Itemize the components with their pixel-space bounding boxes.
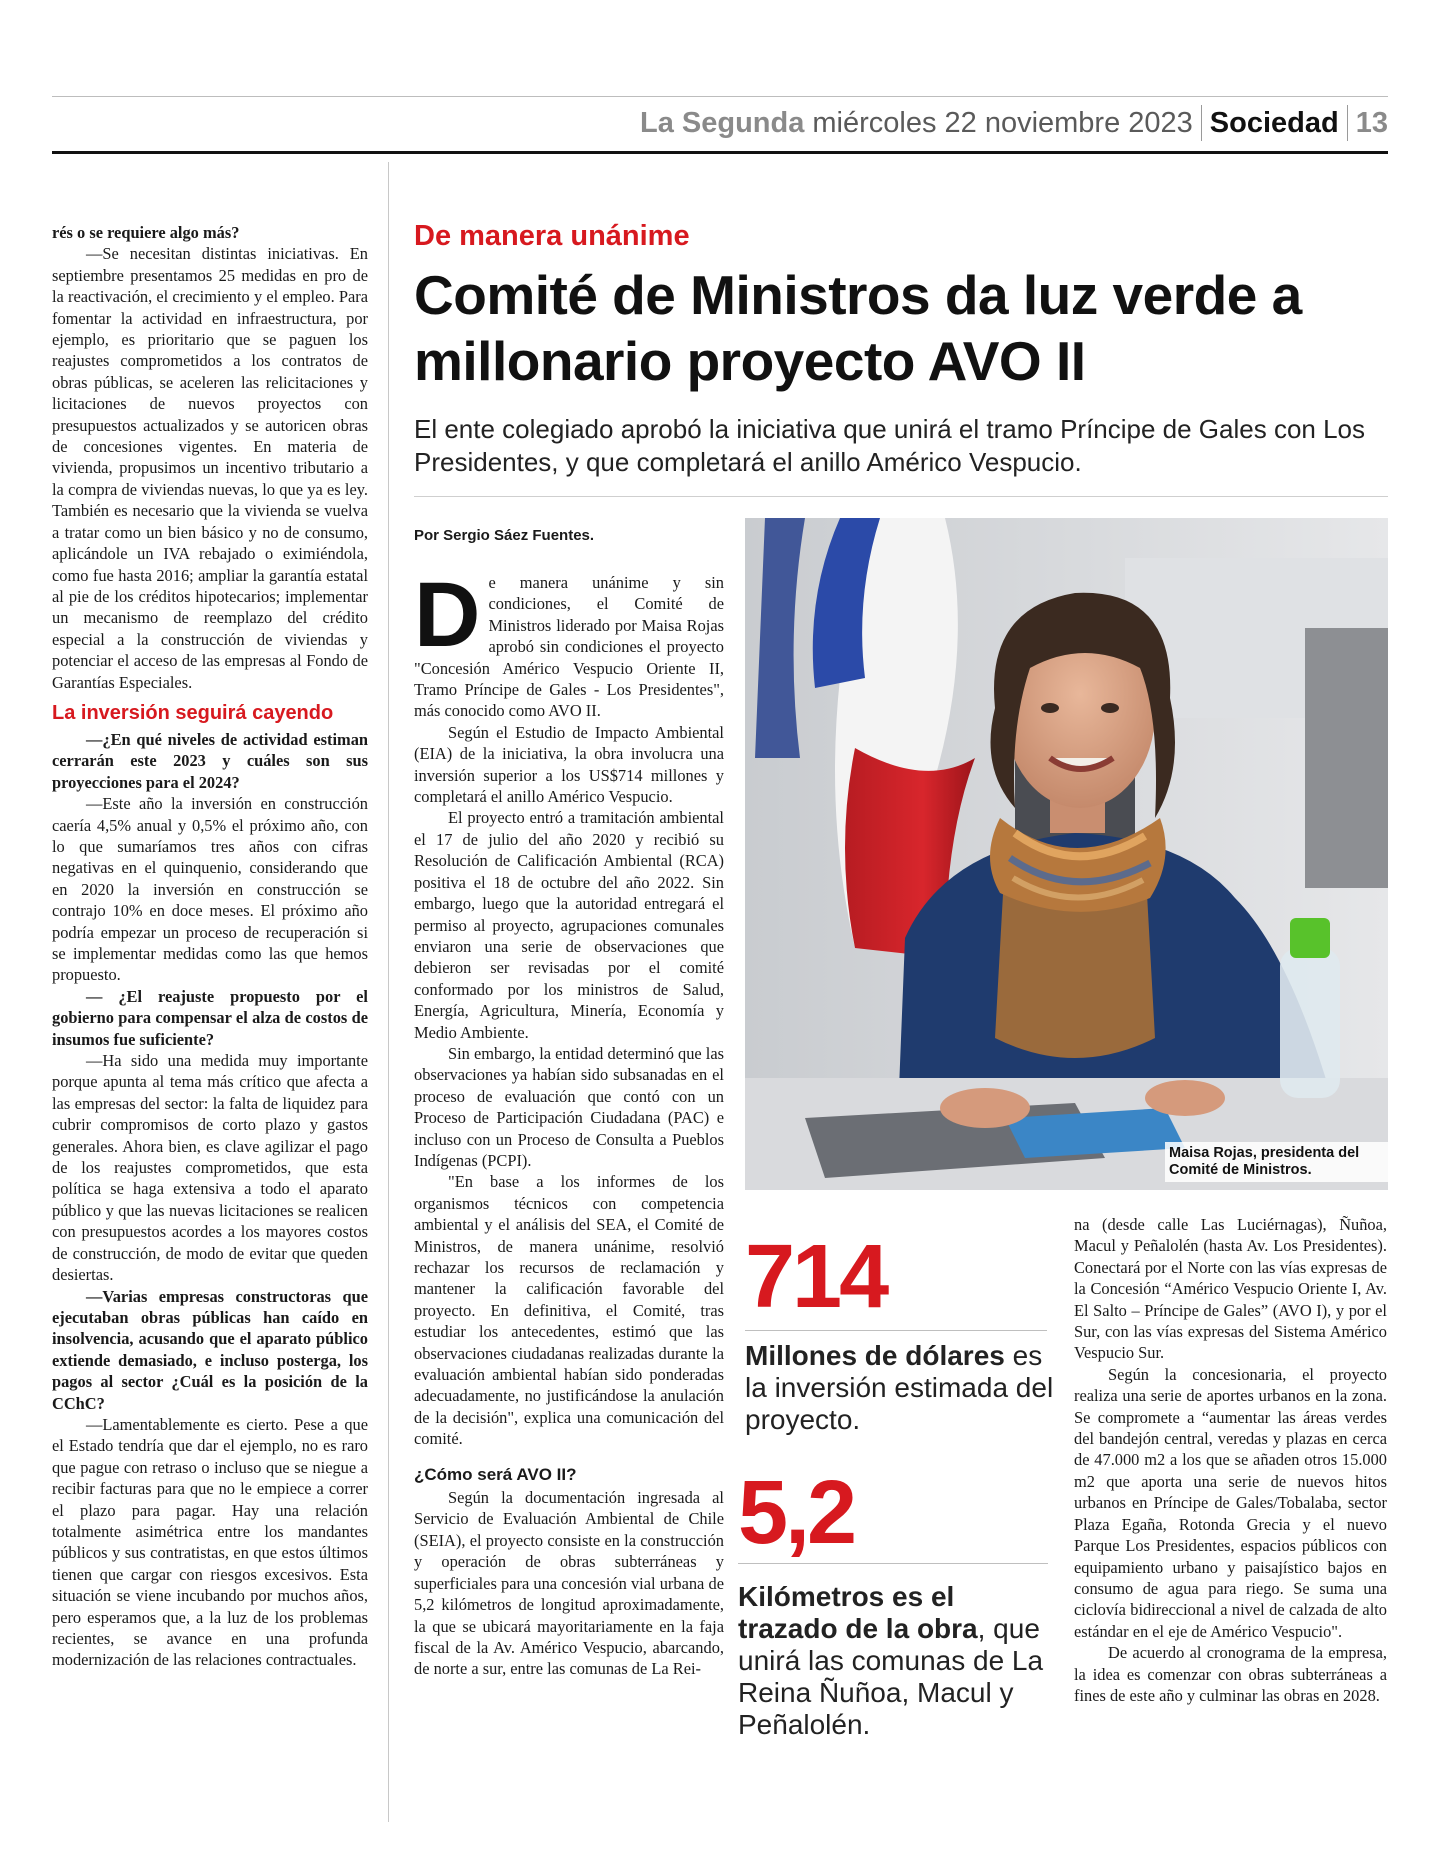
header-top-rule [52,96,1388,97]
article-paragraph: De acuerdo al cronograma de la empresa, la idea es comenzar con obras subterráneas a fines de este año y culminar las obras en 2028. [1074,1643,1387,1705]
page-number: 13 [1355,106,1388,139]
header-separator [1201,105,1202,141]
article-paragraph: na (desde calle Las Luciérnagas), Ñuñoa, Macul y Peñalolén (hasta Av. Los Presidentes). Conectará por el Norte con las vías expresas de la Concesión “Américo Vespucio Oriente I, Av. El Salto – Príncipe de Gales” (AVO I), y por el Sur, con las vías expresas del Sistema Américo Vespucio Sur. [1074,1215,1387,1363]
section-name: Sociedad [1209,106,1339,139]
article-lead-paragraph: De manera unánime y sin condiciones, el Comité de Ministros liderado por Maisa Rojas aprobó sin condiciones el proyecto "Concesión Américo Vespucio Oriente II, Tramo Príncipe de Gales - Los Presidentes", más conocido como AVO II. [414,564,724,721]
photo-illustration [745,518,1388,1190]
article-paragraph: Sin embargo, la entidad determinó que las observaciones ya habían sido subsanadas en el proceso de evaluación que contó con un Proceso de Participación Ciudadana (PAC) e incluso con un Proceso de Consulta a Pueblos Indígenas (PCPI). [414,1043,724,1170]
issue-date: miércoles 22 noviembre 2023 [812,106,1193,139]
article-deck: El ente colegiado aprobó la iniciativa que unirá el tramo Príncipe de Gales con Los Presidentes, y que completará el anillo Américo Vespucio. [414,414,1366,477]
header-separator [1347,105,1348,141]
page-header [640,100,1388,146]
article-paragraph: "En base a los informes de los organismos técnicos con competencia ambiental y el análisis del SEA, el Comité de Ministros, de manera unánime, resolvió rechazar los recursos de reclamación y mantener la calificación favorable del proyecto. En definitiva, el Comité, tras estudiar los antecedentes, estimó que las observaciones ciudadanas realizadas durante la evaluación ambiental habían sido ponderadas adecuadamente, no justificándose la anulación de la decisión", explica una comunicación del comité. [414,1172,724,1449]
article-photo [745,518,1388,1190]
interview-answer: —Se necesitan distintas iniciativas. En septiembre presentamos 25 medidas en pro de la reactivación, el crecimiento y el empleo. Para fomentar la actividad en infraestructura, por ejemplo, es prioritario que se paguen los reajustes comprometidos a los contratos de obras públicas, se aceleren las relicitaciones y licitaciones de nuevos proyectos con presupuestos actualizados y se autoricen obras de concesiones vigentes. En materia de vivienda, propusimos un incentivo tributario a la compra de viviendas nuevas, lo que ya es ley. También es necesario que la vivienda se vuelva a tratar como un bien básico y no de consumo, aplicándole un IVA rebajado o eximiéndola, como fue hasta 2016; ampliar la garantía estatal al pie de los créditos hipotecarios; implementar un mecanismo de reemplazo del crédito especial a la construcción de viviendas y potenciar el acceso de las empresas al Fondo de Garantías Especiales. [52,244,368,692]
stat-rule [738,1563,1048,1564]
article-paragraph: El proyecto entró a tramitación ambiental el 17 de julio del año 2020 y recibió su Resolución de Calificación Ambiental (RCA) positiva el 18 de octubre del año 2022. Sin embargo, luego que la autoridad entregará el permiso al proyecto, agrupaciones comunales enviaron una serie de observaciones que debieron ser revisadas por el comité conformado por los ministros de Salud, Energía, Agricultura, Minería, Economía y Medio Ambiente. [414,808,724,1042]
interview-answer: —Ha sido una medida muy importante porque apunta al tema más crítico que afecta a las empresas del sector: la falta de liquidez para cubrir compromisos de corto plazo y gastos generales. Ahora bien, es clave agilizar el pago de los reajustes comprometidos, que esta política se haga extensiva a todo el aparato público y que las nuevas licitaciones se realicen con presupuestos acordes a los mayores costos de construcción, de modo de evitar que queden desiertas. [52,1051,368,1285]
header-bottom-rule [52,151,1388,154]
interview-question-end: rés o se requiere algo más? [52,223,240,242]
article-byline: Por Sergio Sáez Fuentes. [414,527,595,544]
article-paragraph: Según la documentación ingresada al Servicio de Evaluación Ambiental de Chile (SEIA), el proyecto consiste en la construcción y operación de obras subterráneas y superficiales para una concesión vial urbana de 5,2 kilómetros de longitud aproximadamente, la que se ubicará mayoritariamente en la faja fiscal de la Av. Américo Vespucio, abarcando, de norte a sur, entre las comunas de La Rei- [414,1488,724,1679]
article-paragraph: Según la concesionaria, el proyecto realiza una serie de aportes urbanos en la zona. Se compromete a “aumentar las áreas verdes del bandejón central, veredas y plazas en cerca de 47.000 m2 a los que se añaden otros 15.000 m2 que aporta una serie de nuevos hitos urbanos en Príncipe de Gales/Tobalaba, sector Plaza Egaña, Rotonda Grecia y el nuevo Parque Los Presidentes, espacios públicos con equipamiento urbano y paisajístico bajos en consumo de agua para riego. Se suma una ciclovía bidireccional a nivel de calzada de alto estándar en el eje de Américo Vespucio". [1074,1364,1387,1641]
column-divider [388,162,389,1822]
interview-answer: —Este año la inversión en construcción caería 4,5% anual y 0,5% el próximo año, con lo que sumaríamos tres años con cifras negativas en el quinquenio, considerando que en 2020 la inversión en construcción se contrajo 10% en doce meses. El próximo año podría empezar un proceso de recuperación si se implementar medidas como las que hemos propuesto. [52,794,368,985]
article-subhead: ¿Cómo será AVO II? [414,1464,577,1484]
article-column-1 [414,564,724,1680]
deck-rule [414,496,1388,497]
newspaper-name: La Segunda [640,106,805,139]
interview-answer: —Lamentablemente es cierto. Pese a que el Estado tendría que dar el ejemplo, no es raro que pague con retraso o incluso que se niegue a recibir facturas para que no le empiece a correr el plazo para pagar. Hay una relación totalmente asimétrica entre los mandantes públicos y sus contratistas, en que estos últimos tienen que cargar con riesgos excesivos. Esta situación se viene incubando por muchos años, pero esperamos que, a la luz de los problemas recientes, se avance en una profunda modernización de las relaciones contractuales. [52,1414,368,1670]
article-paragraph: Según el Estudio de Impacto Ambiental (EIA) de la iniciativa, la obra involucra una inversión superior a los US$714 millones y completará el anillo Américo Vespucio. [414,722,724,807]
stat-description: Millones de dólares es la inversión estimada del proyecto. [745,1340,1054,1435]
stat-number: 714 [745,1227,887,1327]
interview-question: —Varias empresas constructoras que ejecutaban obras públicas han caído en insolvencia, acusando que el aparato público extiende demasiado, e incluso posterga, los pagos al sector ¿Cuál es la posición de la CChC? [52,1286,368,1413]
stat-number: 5,2 [738,1463,855,1563]
article-kicker: De manera unánime [414,220,690,252]
stat-rule [745,1330,1047,1331]
interview-question: — ¿El reajuste propuesto por el gobierno para compensar el alza de costos de insumos fue suficiente? [52,986,368,1049]
interview-column [52,222,368,1671]
article-headline: Comité de Ministros da luz verde a millonario proyecto AVO II [414,264,1302,392]
drop-cap: D [414,564,481,666]
stat-description: Kilómetros es el trazado de la obra, que unirá las comunas de La Reina Ñuñoa, Macul y Peñalolén. [738,1581,1044,1740]
interview-question: —¿En qué niveles de actividad estiman cerrarán este 2023 y cuáles son sus proyecciones para el 2024? [52,729,368,792]
photo-caption: Maisa Rojas, presidenta del Comité de Ministros. [1165,1142,1395,1182]
article-column-2 [1074,1214,1387,1706]
interview-subhead: La inversión seguirá cayendo [52,701,334,724]
